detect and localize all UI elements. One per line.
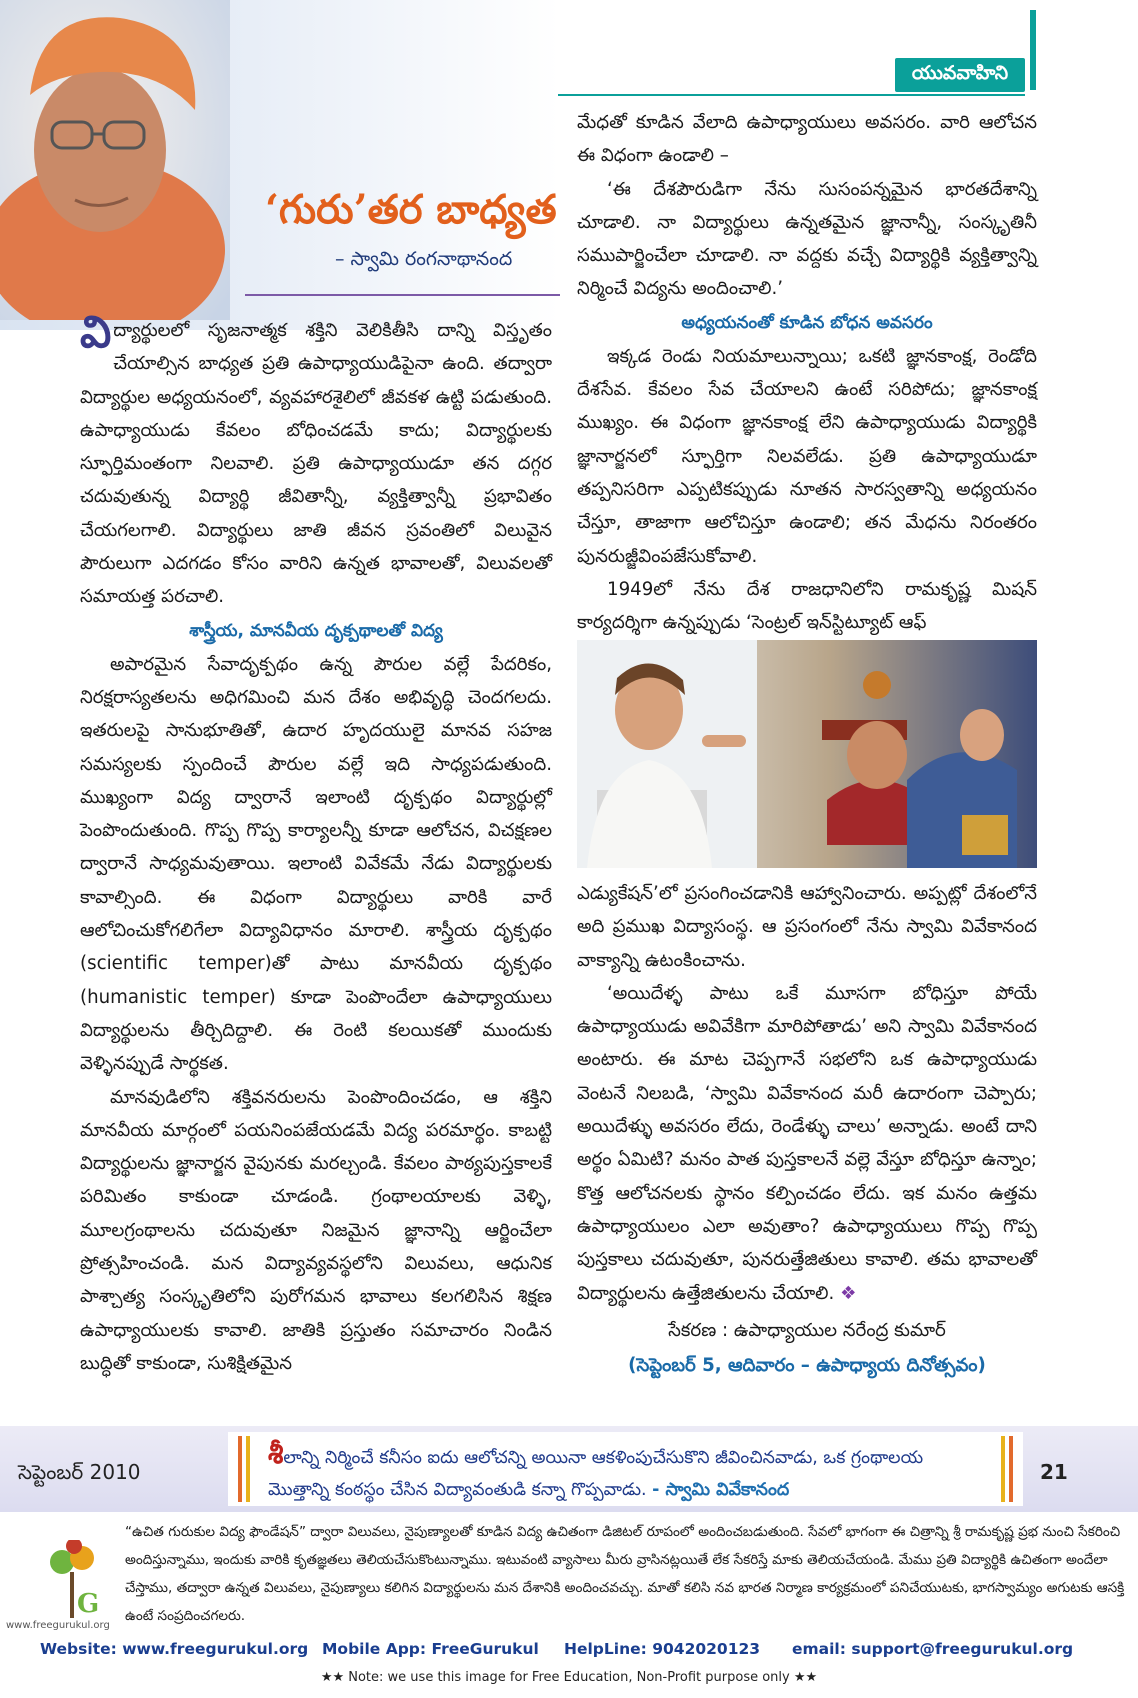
- portrait-image: [0, 0, 230, 320]
- freegurukul-logo: [22, 1540, 122, 1620]
- page-number: 21: [1040, 1460, 1068, 1484]
- body-paragraph: మేధతో కూడిన వేలాది ఉపాధ్యాయులు అవసరం. వారి ఆలోచన ఈ విధంగా ఉండాలి –: [577, 112, 1037, 167]
- body-paragraph: ఎడ్యుకేషన్’లో ప్రసంగించడానికి ఆహ్వానించారు. అప్పట్లో దేశంలోనే అది ప్రముఖ విద్యాసంస్థ. ఆ ప్రసంగంలో నేను స్వామి వివేకానంద వాక్యాన్ని ఉటంకించాను.: [577, 883, 1037, 971]
- right-bracket-icon: [995, 1436, 1019, 1502]
- issue-date: సెప్టెంబర్ 2010: [18, 1460, 141, 1484]
- article-title: ‘గురు’తర బాధ్యత: [265, 186, 557, 233]
- vivekananda-quote: శీలాన్ని నిర్మించే కనీసం ఐదు ఆలోచన్ని అయినా ఆకళింపుచేసుకొని జీవించినవాడు, ఒక గ్రంథాలయ మొత్తాన్ని కంఠస్థం చేసిన విద్యావంతుడి కన్నా గొప్పవాడు. - స్వామి వివేకానంద: [268, 1437, 924, 1500]
- body-paragraph: ‘అయిదేళ్ళ పాటు ఒకే మూసగా బోధిస్తూ పోయే ఉపాధ్యాయుడు అవివేకిగా మారిపోతాడు’ అని స్వామి వివేకానంద అంటారు. ఈ మాట చెప్పగానే సభలోని ఒక ఉపాధ్యాయుడు వెంటనే నిలబడి, ‘స్వామి వివేకానంద మరీ ఉదారంగా చెప్పారు; అయిదేళ్ళు అవసరం లేదు, రెండేళ్ళు చాలు’ అన్నాడు. అంటే దాని అర్థం ఏమిటి? మనం పాత పుస్తకాలనే వల్లె వేస్తూ బోధిస్తూ ఉన్నాం; కొత్త ఆలోచనలకు స్థానం కల్పించడం లేదు. ఇక మనం ఉత్తమ ఉపాధ్యాయులం ఎలా అవుతాం? ఉపాధ్యాయులు గొప్ప గొప్ప పుస్తకాలు చదువుతూ, పునరుత్తేజితులు కావాలి. తమ భావాలతో విద్యార్థులను ఉత్తేజితులను చేయాలి. ❖: [577, 982, 1037, 1304]
- website-link[interactable]: Website: www.freegurukul.org: [40, 1640, 309, 1658]
- body-paragraph: 1949లో నేను దేశ రాజధానిలోని రామకృష్ణ మిషన్ కార్యదర్శిగా ఉన్నప్పుడు ‘సెంట్రల్ ఇన్‌స్టిట్యూట్ ఆఫ్: [577, 578, 1037, 634]
- foundation-notice: “ఉచిత గురుకుల విద్య ఫౌండేషన్” ద్వారా విలువలు, నైపుణ్యాలతో కూడిన విద్య ఉచితంగా డిజిటల్ రూపంలో అందించబడుతుంది. సేవలో భాగంగా ఈ చిత్రాన్ని శ్రీ రామకృష్ణ ప్రభ నుంచి సేకరించి అందిస్తున్నాము, ఇందుకు వారికి కృతజ్ఞతలు తెలియచేసుకొంటున్నాము. ఇటువంటి వ్యాసాలు మీరు వ్రాసినట్లయితే లేక సేకరిస్తే మాకు తెలియచేయండి. మేము ప్రతి విద్యార్థికి ఉచితంగా అందేలా చేస్తాము, తద్వారా ఉన్నత విలువలు, నైపుణ్యాలు కలిగిన విద్యార్థులను మన దేశానికి అందించవచ్చు. మాతో కలిసి నవ భారత నిర్మాణ కార్యక్రమంలో పనిచేయుటకు, భాగస్వామ్యం అగుటకు ఆసక్తి ఉంటే సంప్రదించగలరు.: [125, 1524, 1125, 1624]
- end-mark-icon: ❖: [840, 1282, 857, 1304]
- support-email-link[interactable]: email: support@freegurukul.org: [792, 1640, 1074, 1658]
- contact-row: [0, 1640, 1138, 1664]
- subheading-study-teaching: అధ్యయనంతో కూడిన బోధన అవసరం: [681, 312, 933, 333]
- intro-paragraph: విద్యార్థులలో సృజనాత్మక శక్తిని వెలికితీసి దాన్ని విస్తృతం చేయాల్సిన బాధ్యత ప్రతి ఉపాధ్యాయుడిపైనా ఉంది. తద్వారా విద్యార్థుల అధ్యయనంలో, వ్యవహారశైలిలో జీవకళ ఉట్టి పడుతుంది. ఉపాధ్యాయుడు కేవలం బోధించడమే కాదు; విద్యార్థులకు స్ఫూర్తిమంతంగా నిలవాలి. ప్రతి ఉపాధ్యాయుడూ తన దగ్గర చదువుతున్న విద్యార్థి జీవితాన్నీ, వ్యక్తిత్వాన్నీ ప్రభావితం చేయగలగాలి. విద్యార్థులు జాతి జీవన స్రవంతిలో విలువైన పౌరులుగా ఎదగడం కోసం వారిని ఉన్నత భావాలతో, విలువలతో సమాయత్త పరచాలి.: [80, 307, 552, 608]
- author-rule: [245, 294, 560, 296]
- section-tag-rule: [558, 94, 1025, 96]
- mobile-app-label: Mobile App: FreeGurukul: [322, 1640, 539, 1658]
- helpline-number: HelpLine: 9042020123: [564, 1640, 761, 1658]
- body-paragraph: మానవుడిలోని శక్తివనరులను పెంపొందించడం, ఆ శక్తిని మానవీయ మార్గంలో పయనింపజేయడమే విద్య పరమార్థం. కాబట్టి విద్యార్థులను జ్ఞానార్జన వైపునకు మరల్చండి. కేవలం పాఠ్యపుస్తకాలకే పరిమితం కాకుండా చూడండి. గ్రంథాలయాలకు వెళ్ళి, మూలగ్రంథాలను చదువుతూ నిజమైన జ్ఞానాన్ని ఆర్జించేలా ప్రోత్సహించండి. మన విద్యావ్యవస్థలోని విలువలు, ఆధునిక పాశ్చాత్య సంస్కృతిలోని పురోగమన భావాలు కలగలిసిన శిక్షణ ఉపాధ్యాయులకు కావాలి. జాతికి ప్రస్తుతం సమాచారం నిండిన బుద్ధితో కాకుండా, సుశిక్షితమైన: [80, 1086, 552, 1374]
- subheading-scientific-humanistic: శాస్త్రీయ, మానవీయ దృక్పథాలతో విద్య: [189, 620, 443, 641]
- teachers-day-note: (సెప్టెంబర్ 5, ఆదివారం – ఉపాధ్యాయ దినోత్సవం): [628, 1355, 986, 1377]
- article-author: – స్వామి రంగనాథానంద: [335, 248, 513, 270]
- disclaimer: ★★ Note: we use this image for Free Education, Non-Profit purpose only ★★: [320, 1670, 818, 1685]
- left-column: [80, 307, 552, 1380]
- drop-cap: వి: [80, 307, 112, 358]
- right-column-bottom: [577, 877, 1037, 1382]
- right-column-top: [577, 106, 1037, 639]
- quote-drop-letter: శీ: [268, 1437, 284, 1470]
- compiled-by: సేకరణ : ఉపాధ్యాయుల నరేంద్ర కుమార్: [668, 1319, 946, 1341]
- logo-url: www.freegurukul.org: [6, 1620, 110, 1631]
- section-tag-spine: [1030, 10, 1036, 90]
- section-tag: యువవాహిని: [895, 58, 1025, 92]
- left-bracket-icon: [232, 1436, 256, 1502]
- svg-text:G: G: [77, 1589, 100, 1619]
- quote-attribution: - స్వామి వివేకానంద: [652, 1480, 790, 1500]
- body-paragraph: ఇక్కడ రెండు నియమాలున్నాయి; ఒకటి జ్ఞానకాంక్ష, రెండోది దేశసేవ. కేవలం సేవ చేయాలని ఉంటే సరిపోదు; జ్ఞానకాంక్ష ముఖ్యం. ఈ విధంగా జ్ఞానకాంక్ష లేని ఉపాధ్యాయుడు విద్యార్థికి జ్ఞానార్జనలో స్ఫూర్తిగా నిలవలేడు. ప్రతి ఉపాధ్యాయుడూ తప్పనిసరిగా ఎప్పటికప్పుడు నూతన సారస్వతాన్ని అధ్యయనం చేస్తూ, తాజాగా ఆలోచిస్తూ ఉండాలి; తన మేధను నిరంతరం పునరుజ్జీవింపజేసుకోవాలి.: [577, 345, 1037, 567]
- body-paragraph: అపారమైన సేవాదృక్పథం ఉన్న పౌరుల వల్లే పేదరికం, నిరక్షరాస్యతలను అధిగమించి మన దేశం అభివృద్ధి చెందగలదు. ఇతరులపై సానుభూతితో, ఉదార హృదయులై మానవ సహజ సమస్యలకు స్పందించే పౌరుల వల్లే ఇది సాధ్యపడుతుంది. ముఖ్యంగా విద్య ద్వారానే ఇలాంటి దృక్పథం విద్యార్థుల్లో పెంపొందుతుంది. గొప్ప గొప్ప కార్యాలన్నీ కూడా ఆలోచన, విచక్షణల ద్వారానే సాధ్యమవుతాయి. ఇలాంటి వివేకమే నేడు విద్యార్థులకు కావాల్సింది. ఈ విధంగా విద్యార్థులు వారికి వారే ఆలోచించుకోగలిగేలా విద్యావిధానం మారాలి. శాస్త్రీయ దృక్పథం (scientific temper)తో పాటు మానవీయ దృక్పథం (humanistic temper) కూడా పెంపొందేలా ఉపాధ్యాయులు విద్యార్థులను తీర్చిదిద్దాలి. ఈ రెంటి కలయికతో ముందుకు వెళ్ళినప్పుడే సార్థకత.: [80, 653, 552, 1075]
- teacher-resolve-quote: ‘ఈ దేశపౌరుడిగా నేను సుసంపన్నమైన భారతదేశాన్ని చూడాలి. నా విద్యార్థులు ఉన్నతమైన జ్ఞానాన్నీ, సంస్కృతినీ సముపార్జించేలా చూడాలి. నా వద్దకు వచ్చే విద్యార్థికి వ్యక్తిత్వాన్ని నిర్మించే విద్యను అందించాలి.’: [577, 178, 1037, 300]
- classroom-illustration: [577, 640, 1037, 868]
